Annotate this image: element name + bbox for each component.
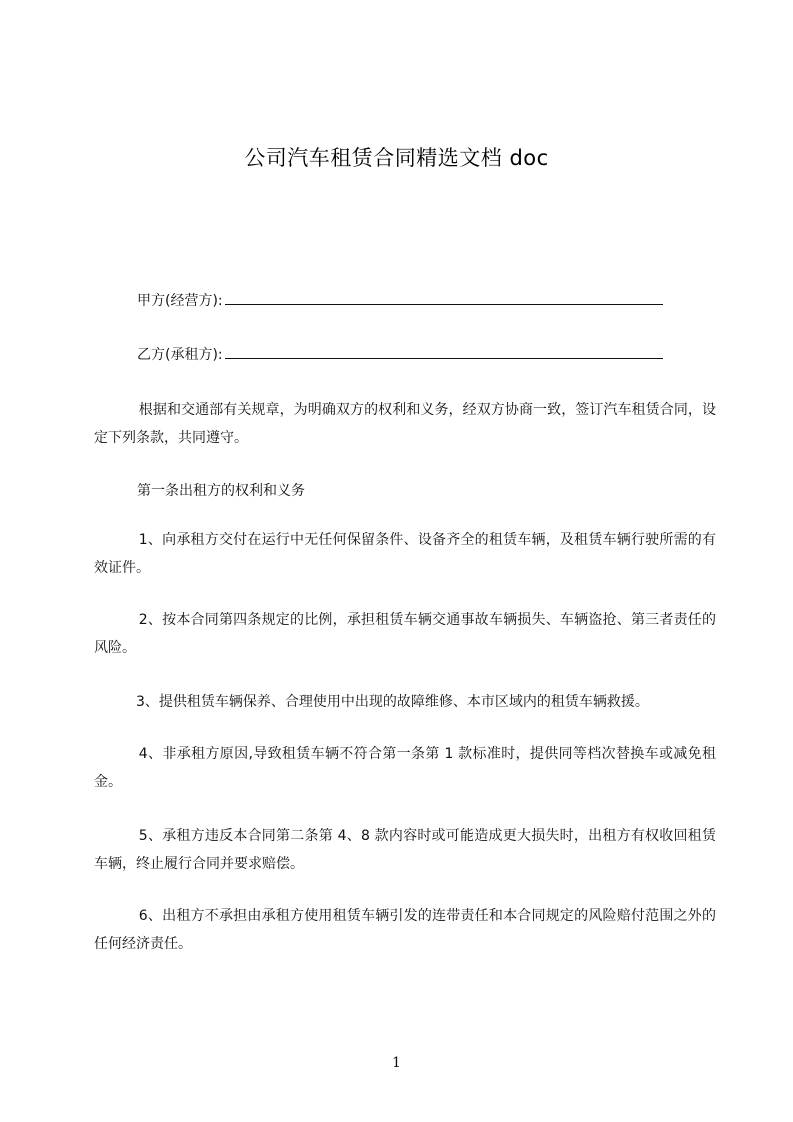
page-number: 1 xyxy=(392,1055,401,1071)
document-title: 公司汽车租赁合同精选文档 doc xyxy=(244,146,549,170)
clause-6: 6、出租方不承担由承租方使用租赁车辆引发的连带责任和本合同规定的风险赔付范围之外的任何经济责任。 xyxy=(94,908,716,952)
party-b-row xyxy=(137,344,663,364)
clause-1: 1、向承租方交付在运行中无任何保留条件、设备齐全的租赁车辆，及租赁车辆行驶所需的有效证件。 xyxy=(94,532,716,576)
clause-5: 5、承租方违反本合同第二条第 4、8 款内容时或可能造成更大损失时，出租方有权收回租赁车辆，终止履行合同并要求赔偿。 xyxy=(94,828,716,872)
article-1-heading: 第一条出租方的权利和义务 xyxy=(137,483,305,499)
party-a-blank-line xyxy=(225,292,663,305)
intro-paragraph: 根据和交通部有关规章，为明确双方的权利和义务，经双方协商一致，签订汽车租赁合同，设定下列条款，共同遵守。 xyxy=(94,402,716,446)
party-a-label: 甲方(经营方): xyxy=(137,293,223,309)
clause-4: 4、非承租方原因,导致租赁车辆不符合第一条第 1 款标准时，提供同等档次替换车或减免租金。 xyxy=(94,746,716,790)
clause-2: 2、按本合同第四条规定的比例，承担租赁车辆交通事故车辆损失、车辆盗抢、第三者责任的风险。 xyxy=(94,612,716,656)
party-b-label: 乙方(承租方): xyxy=(137,347,223,363)
clause-3: 3、提供租赁车辆保养、合理使用中出现的故障维修、本市区域内的租赁车辆救援。 xyxy=(136,694,649,710)
party-a-row xyxy=(137,290,663,310)
party-b-blank-line xyxy=(225,346,663,359)
